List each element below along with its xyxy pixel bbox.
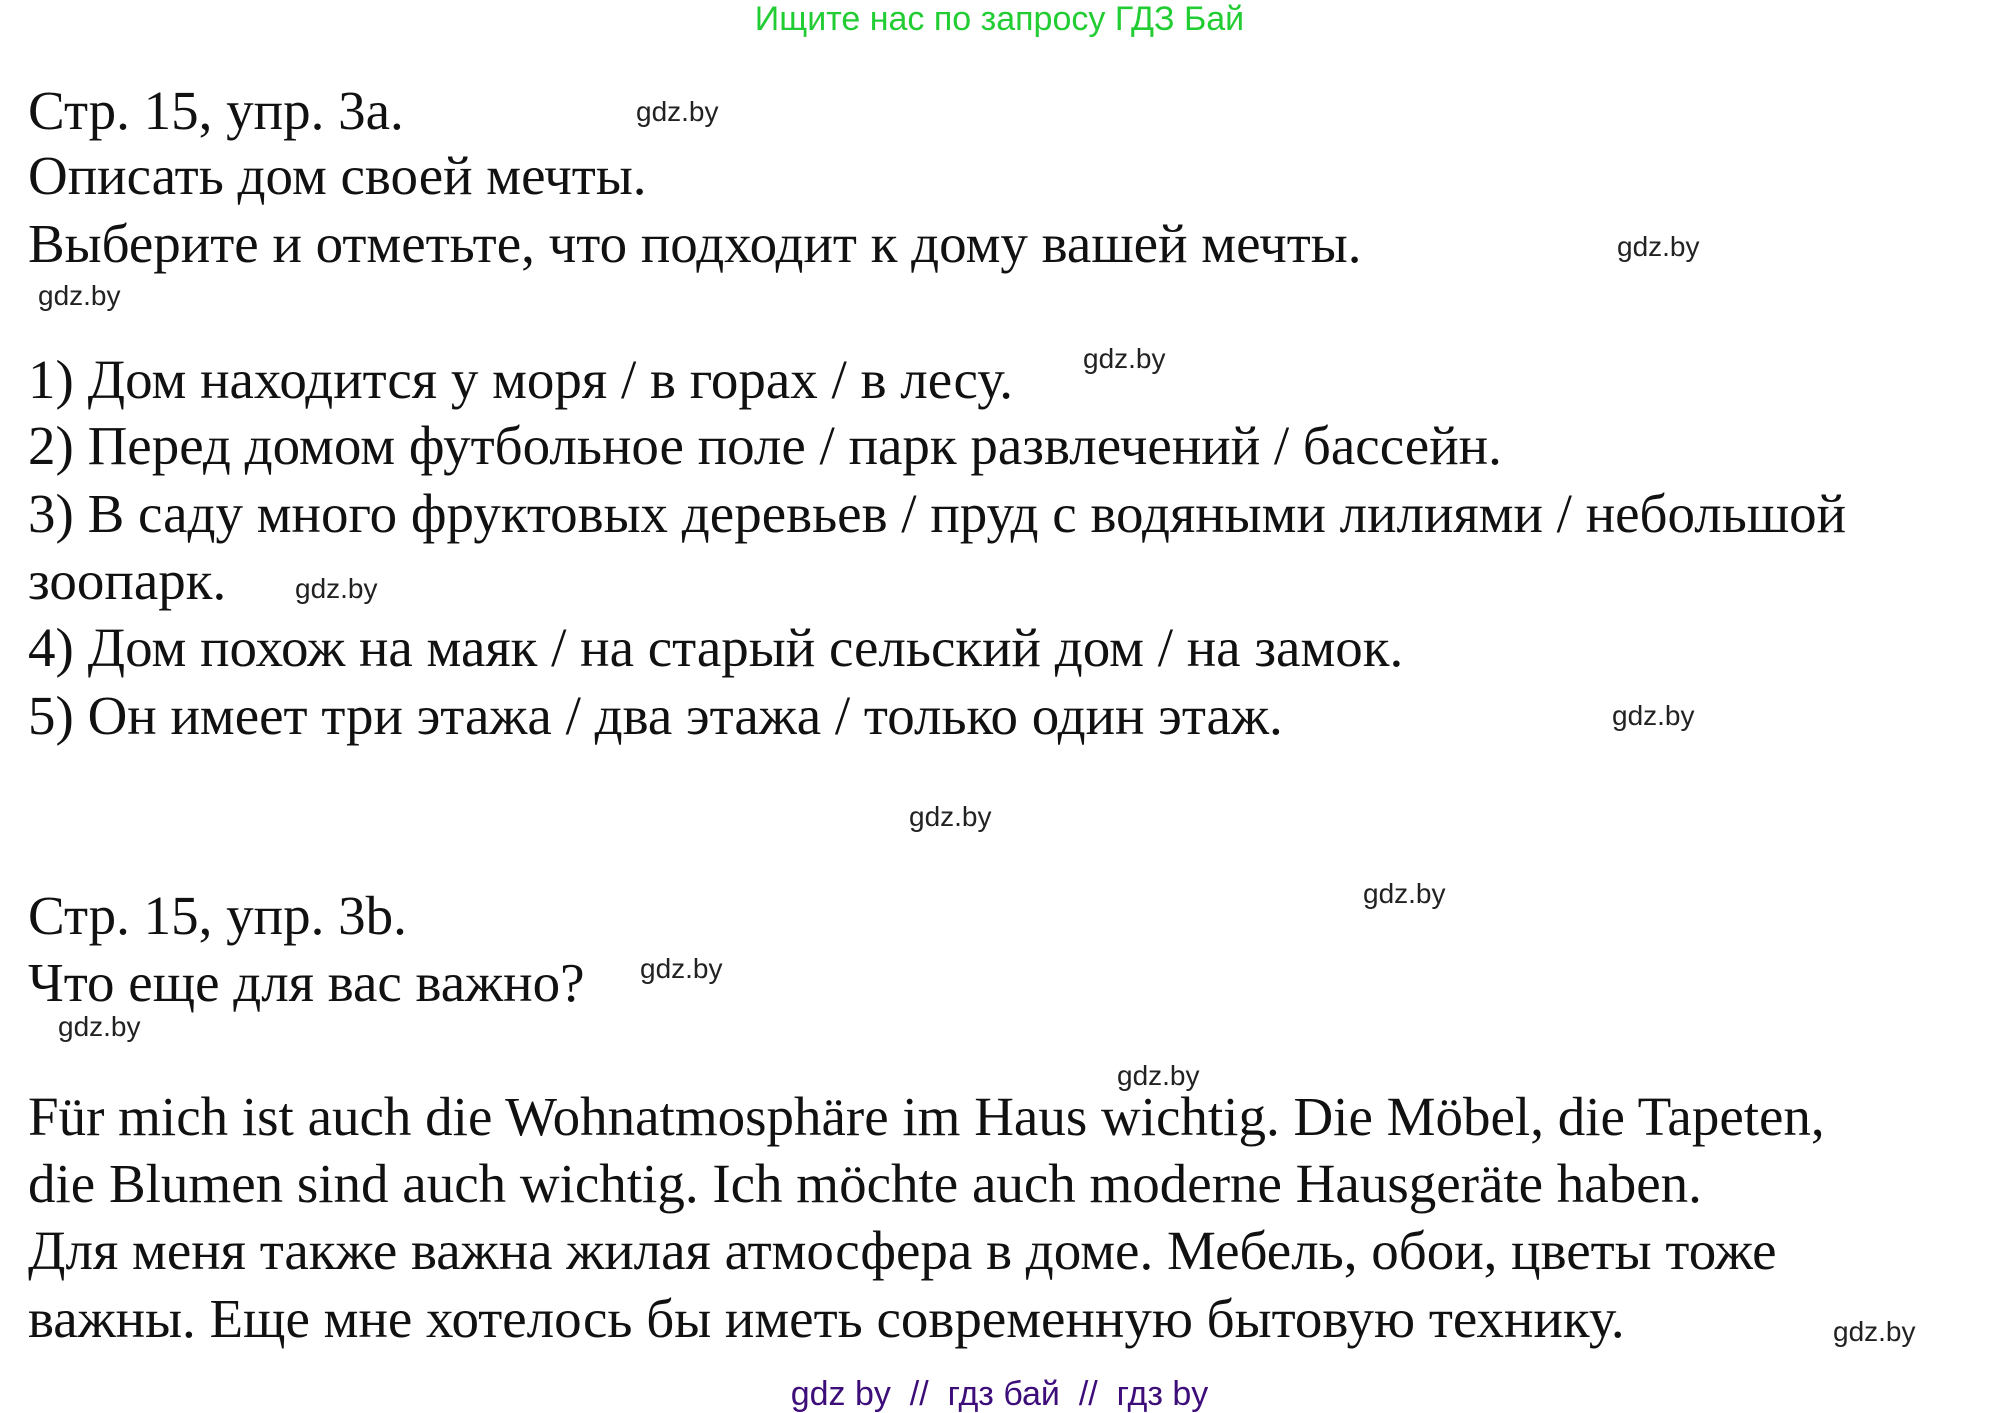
section-a-subtitle: Описать дом своей мечты. <box>28 145 647 206</box>
answer-de-line-1: Für mich ist auch die Wohnatmosphäre im Haus wichtig. Die Möbel, die Tapeten, <box>28 1086 1825 1147</box>
section-b-question: Что еще для вас важно? <box>28 952 585 1013</box>
watermark: gdz.by <box>1363 878 1446 909</box>
list-item-5: 5) Он имеет три этажа / два этажа / только один этаж. <box>28 685 1283 746</box>
section-b-title: Стр. 15, упр. 3b. <box>28 885 407 946</box>
answer-de-line-2: die Blumen sind auch wichtig. Ich möchte auch moderne Hausgeräte haben. <box>28 1153 1702 1214</box>
watermark: gdz.by <box>640 953 723 984</box>
watermark: gdz.by <box>1612 700 1695 731</box>
watermark: gdz.by <box>1083 343 1166 374</box>
section-a-title: Стр. 15, упр. 3а. <box>28 80 404 141</box>
list-item-1: 1) Дом находится у моря / в горах / в лесу. <box>28 349 1013 410</box>
watermark: gdz.by <box>1117 1060 1200 1091</box>
list-item-2: 2) Перед домом футбольное поле / парк развлечений / бассейн. <box>28 415 1502 476</box>
footer-links[interactable]: gdz by // гдз бай // гдз by <box>790 1375 1209 1413</box>
watermark: gdz.by <box>636 96 719 127</box>
answer-ru-line-1: Для меня также важна жилая атмосфера в доме. Мебель, обои, цветы тоже <box>28 1220 1777 1281</box>
answer-ru-line-2: важны. Еще мне хотелось бы иметь современную бытовую технику. <box>28 1288 1625 1349</box>
section-a-instruction: Выберите и отметьте, что подходит к дому вашей мечты. <box>28 213 1362 274</box>
watermark: gdz.by <box>295 573 378 604</box>
list-item-4: 4) Дом похож на маяк / на старый сельский дом / на замок. <box>28 617 1404 678</box>
list-item-3-cont: зоопарк. <box>28 550 227 611</box>
watermark: gdz.by <box>1833 1316 1916 1347</box>
watermark: gdz.by <box>1617 231 1700 262</box>
list-item-3: 3) В саду много фруктовых деревьев / пруд с водяными лилиями / небольшой <box>28 483 1847 544</box>
top-banner[interactable]: Ищите нас по запросу ГДЗ Бай <box>754 0 1245 38</box>
watermark: gdz.by <box>58 1011 141 1042</box>
watermark: gdz.by <box>38 280 121 311</box>
watermark: gdz.by <box>909 801 992 832</box>
